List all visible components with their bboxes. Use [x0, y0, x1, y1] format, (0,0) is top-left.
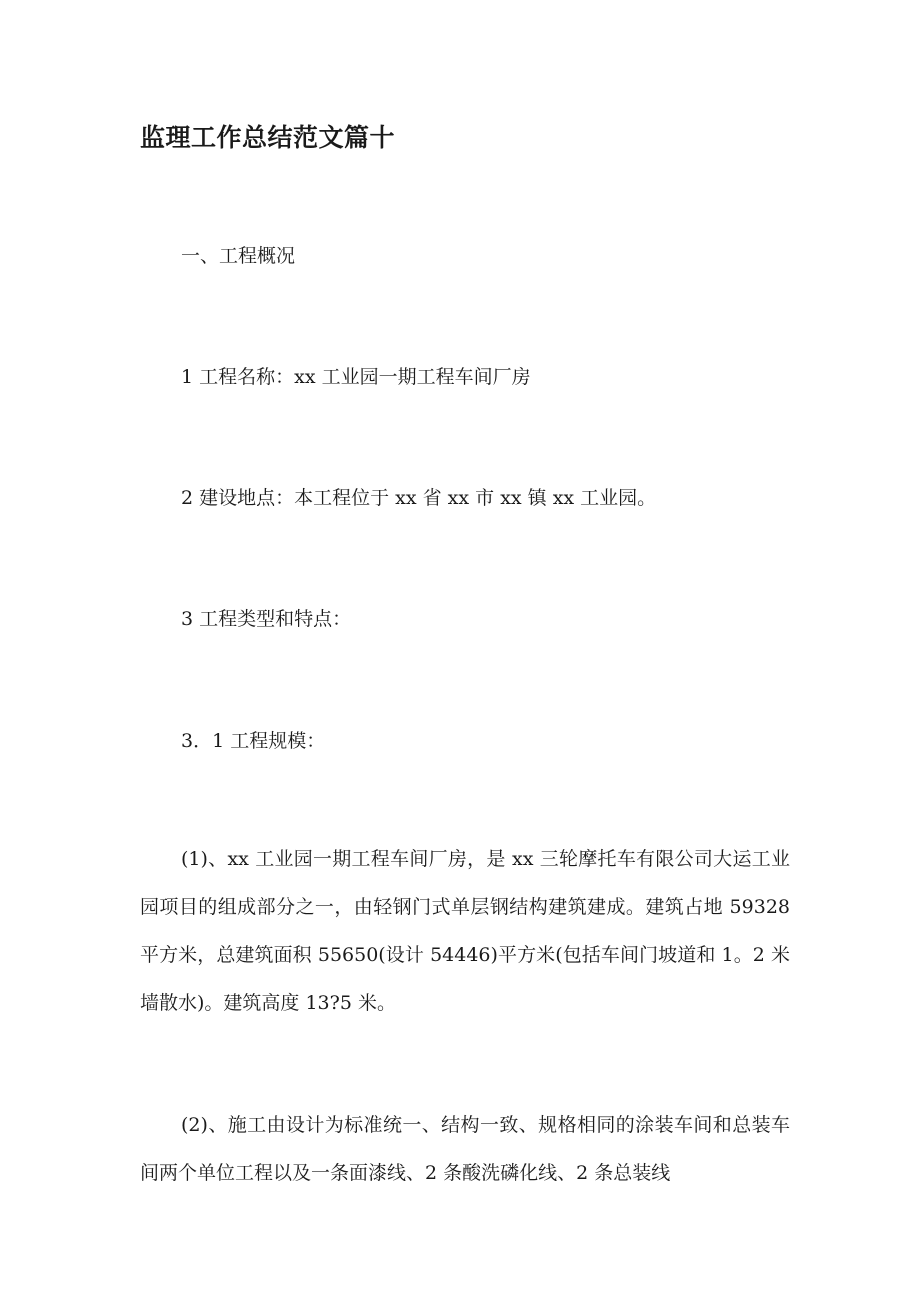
item-construction-site: 2 建设地点：本工程位于 xx 省 xx 市 xx 镇 xx 工业园。 — [181, 487, 657, 509]
item-project-scale: 3．1 工程规模： — [181, 730, 326, 752]
paragraph-scale-description: (1)、xx 工业园一期工程车间厂房，是 xx 三轮摩托车有限公司大运工业园项目的组成部分之一，由轻钢门式单层钢结构建筑建成。建筑占地 59328 平方米，总建筑面积 55650(设计 54446)平方米(包括车间门坡道和 1。2 米墙散水)。建筑高度 13?5 米。 — [140, 848, 790, 1014]
item-project-type: 3 工程类型和特点： — [181, 608, 352, 630]
section-heading-project-overview: 一、工程概况 — [181, 245, 296, 267]
item-project-name: 1 工程名称：xx 工业园一期工程车间厂房 — [181, 366, 531, 388]
paragraph-construction-units: (2)、施工由设计为标准统一、结构一致、规格相同的涂装车间和总装车间两个单位工程以及一条面漆线、2 条酸洗磷化线、2 条总装线 — [140, 1114, 790, 1184]
document-title: 监理工作总结范文篇十 — [140, 123, 396, 152]
